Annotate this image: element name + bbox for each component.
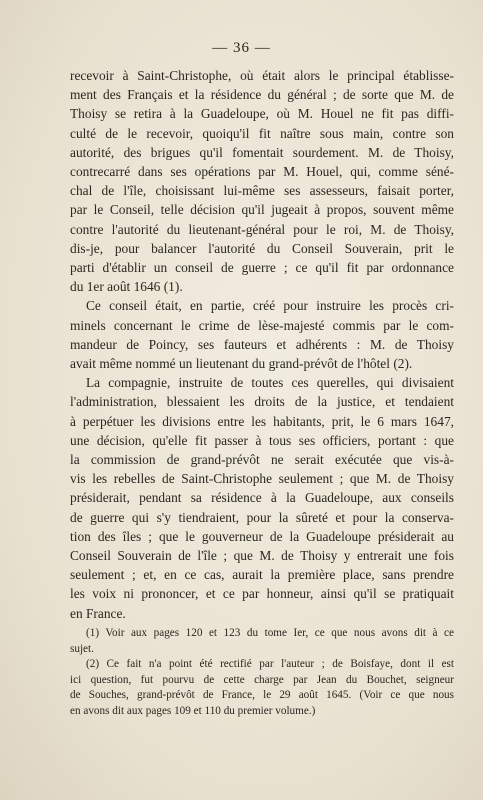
- text-line: la commission de grand-prévôt ne serait exécutée que vis-à-: [70, 452, 454, 468]
- text-line: Ce conseil était, en partie, créé pour instruire les procès cri-: [86, 298, 454, 314]
- text-line: parti d'établir un conseil de guerre ; ce qu'il fit par ordonnance: [70, 260, 454, 276]
- footnote-line: (2) Ce fait n'a point été rectifié par l'auteur ; de Boisfaye, dont il est: [86, 658, 454, 671]
- footnote-2: [70, 657, 454, 719]
- text-line: du 1er août 1646 (1).: [70, 279, 183, 295]
- footnote-line: sujet.: [70, 642, 94, 655]
- text-line: La compagnie, instruite de toutes ces querelles, qui divisaient: [86, 375, 454, 391]
- body-text: [70, 66, 454, 623]
- text-line: recevoir à Saint-Christophe, où était alors le principal établisse-: [70, 68, 454, 83]
- text-line: une décision, qu'elle fit passer à tous ses officiers, portant : que: [70, 432, 454, 448]
- text-line: les voix ni prononcer, et ce par honneur, ainsi qu'il se pratiquait: [70, 586, 454, 602]
- text-line: Thoisy se retira à la Guadeloupe, où M. Houel ne fit pas diffi-: [70, 106, 454, 122]
- footnote-line: ici question, fut pourvu de cette charge par Jean du Bouchet, seigneur: [70, 673, 454, 686]
- text-line: vis les rebelles de Saint-Christophe seulement ; que M. de Thoisy: [70, 471, 454, 487]
- text-line: culté de le recevoir, quoiqu'il fit naître sous main, contre son: [70, 125, 454, 141]
- text-line: seulement ; et, en ce cas, aurait la première place, sans prendre: [70, 567, 454, 583]
- footnote-line: de Souches, grand-prévôt de France, le 29 août 1645. (Voir ce que nous: [70, 689, 454, 702]
- footnotes: [70, 626, 454, 720]
- text-line: contre l'autorité du lieutenant-général pour le roi, M. de Thoisy,: [70, 221, 454, 237]
- text-line: présiderait, pendant sa résidence à la Guadeloupe, aux conseils: [70, 490, 454, 506]
- footnote-line: en avons dit aux pages 109 et 110 du premier volume.): [70, 704, 316, 717]
- text-line: par le Conseil, telle décision qu'il jugeait à propos, souvent même: [70, 202, 454, 218]
- text-line: mandeur de Poincy, ses fauteurs et adhérents : M. de Thoisy: [70, 336, 454, 352]
- footnote-line: (1) Voir aux pages 120 et 123 du tome Ier, ce que nous avons dit à ce: [86, 627, 454, 639]
- text-line: dis-je, pour balancer l'autorité du Conseil Souverain, prit le: [70, 240, 454, 256]
- text-line: en France.: [70, 605, 126, 621]
- footnote-1: [70, 626, 454, 657]
- text-line: avait même nommé un lieutenant du grand-prévôt de l'hôtel (2).: [70, 356, 413, 372]
- text-line: de guerre qui s'y tiendraient, pour la sûreté et pour la conserva-: [70, 509, 454, 525]
- text-line: tion des îles ; que le gouverneur de la Guadeloupe présiderait au: [70, 528, 454, 544]
- text-line: autorité, des brigues qu'il fomentait sourdement. M. de Thoisy,: [70, 144, 454, 160]
- text-line: à perpétuer les divisions entre les habitants, prit, le 6 mars 1647,: [70, 413, 454, 429]
- text-line: chal de l'île, choisissant lui-même ses assesseurs, faisait porter,: [70, 183, 454, 199]
- paragraph-3: [70, 373, 454, 623]
- text-line: Conseil Souverain de l'île ; que M. de Thoisy y entrerait une fois: [70, 548, 454, 564]
- page-number: — 36 —: [212, 40, 271, 56]
- paragraph-1: [70, 66, 454, 296]
- text-line: contrecarré dans ses opérations par M. Houel, qui, comme séné-: [70, 164, 454, 180]
- text-line: minels concernant le crime de lèse-majesté commis par le com-: [70, 317, 454, 333]
- text-line: l'administration, blessaient les droits de la justice, et tendaient: [70, 394, 454, 410]
- paragraph-2: [70, 296, 454, 373]
- text-line: ment des Français et la résidence du général ; de sorte que M. de: [70, 87, 454, 103]
